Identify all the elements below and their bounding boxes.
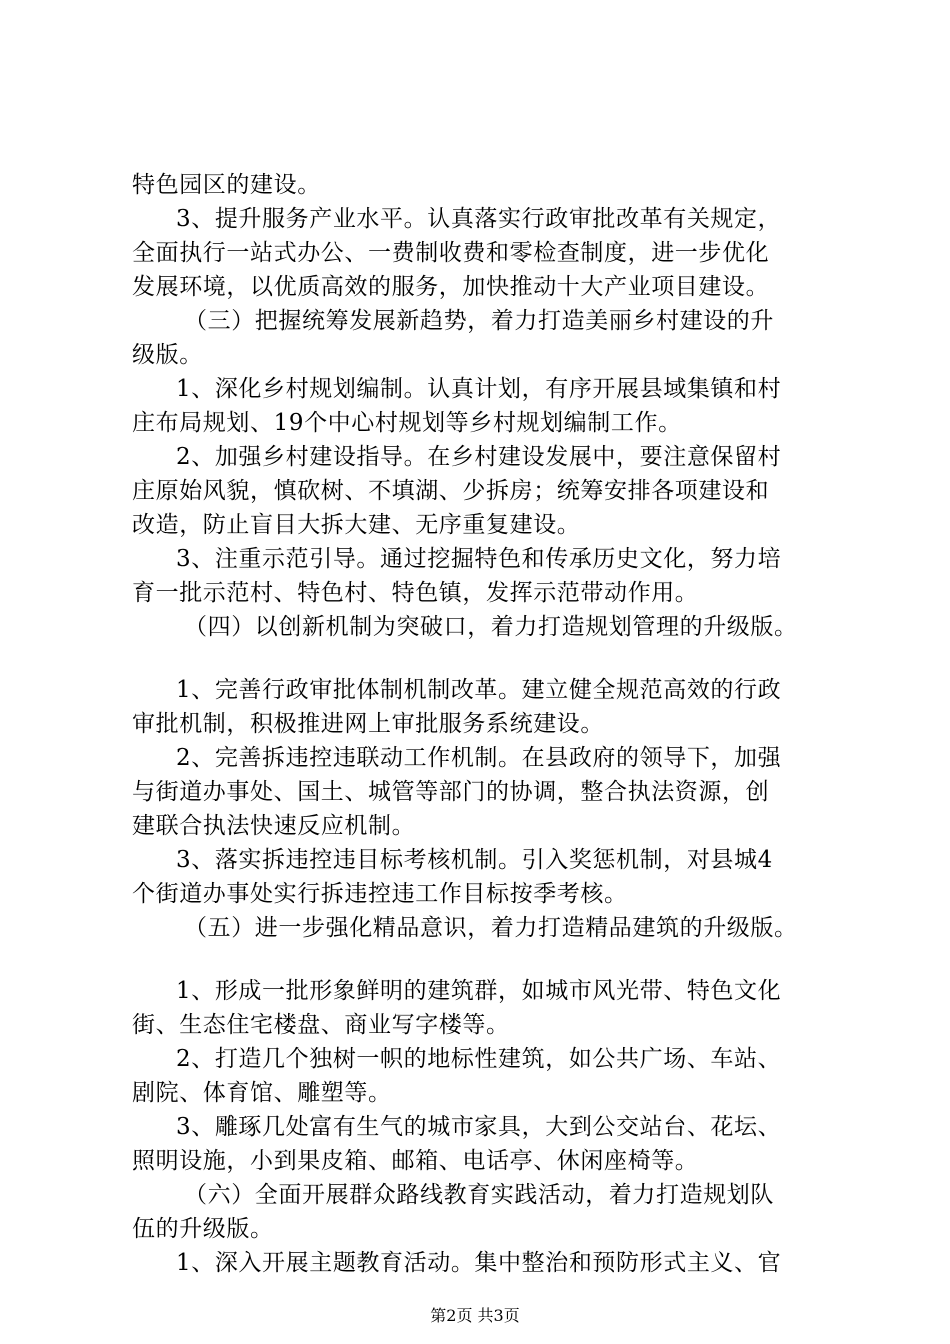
- text-line: 2、加强乡村建设指导。在乡村建设发展中，要注意保留村: [176, 444, 782, 470]
- text-line: 街、生态住宅楼盘、商业写字楼等。: [132, 1012, 510, 1038]
- text-line: 全面执行一站式办公、一费制收费和零检查制度，进一步优化: [132, 240, 770, 266]
- text-line: 发展环境，以优质高效的服务，加快推动十大产业项目建设。: [132, 274, 770, 300]
- text-line: 1、深入开展主题教育活动。集中整治和预防形式主义、官: [176, 1250, 782, 1276]
- text-line: 庄布局规划、19个中心村规划等乡村规划编制工作。: [132, 410, 682, 436]
- text-line: 3、雕琢几处富有生气的城市家具，大到公交站台、花坛、: [176, 1114, 782, 1140]
- text-line: 3、提升服务产业水平。认真落实行政审批改革有关规定，: [176, 206, 782, 232]
- section-heading: （六）全面开展群众路线教育实践活动，着力打造规划队: [184, 1182, 774, 1208]
- text-line: 特色园区的建设。: [132, 172, 321, 198]
- text-line: 个街道办事处实行拆违控违工作目标按季考核。: [132, 881, 628, 907]
- text-line: 照明设施，小到果皮箱、邮箱、电话亭、休闲座椅等。: [132, 1148, 699, 1174]
- section-heading: （三）把握统筹发展新趋势，着力打造美丽乡村建设的升: [184, 308, 774, 334]
- text-line: 2、打造几个独树一帜的地标性建筑，如公共广场、车站、: [176, 1046, 782, 1072]
- text-line: 与街道办事处、国土、城管等部门的协调，整合执法资源，创: [132, 779, 770, 805]
- text-line: 庄原始风貌，慎砍树、不填湖、少拆房；统筹安排各项建设和: [132, 478, 770, 504]
- text-line: 2、完善拆违控违联动工作机制。在县政府的领导下，加强: [176, 745, 782, 771]
- text-line: 1、完善行政审批体制机制改革。建立健全规范高效的行政: [176, 677, 782, 703]
- page-number-footer: 第2页 共3页: [430, 1306, 520, 1325]
- text-line: 建联合执法快速反应机制。: [132, 813, 416, 839]
- section-heading: （五）进一步强化精品意识，着力打造精品建筑的升级版。: [184, 915, 798, 941]
- text-line: 级版。: [132, 342, 203, 368]
- text-line: 1、深化乡村规划编制。认真计划，有序开展县域集镇和村: [176, 376, 782, 402]
- text-line: 改造，防止盲目大拆大建、无序重复建设。: [132, 512, 581, 538]
- section-heading: （四）以创新机制为突破口，着力打造规划管理的升级版。: [184, 614, 798, 640]
- text-line: 3、注重示范引导。通过挖掘特色和传承历史文化，努力培: [176, 546, 782, 572]
- text-line: 3、落实拆违控违目标考核机制。引入奖惩机制，对县城4: [176, 847, 773, 873]
- text-line: 剧院、体育馆、雕塑等。: [132, 1080, 392, 1106]
- text-line: 审批机制，积极推进网上审批服务系统建设。: [132, 711, 604, 737]
- text-line: 育一批示范村、特色村、特色镇，发挥示范带动作用。: [132, 580, 699, 606]
- text-line: 1、形成一批形象鲜明的建筑群，如城市风光带、特色文化: [176, 978, 782, 1004]
- text-line: 伍的升级版。: [132, 1216, 274, 1242]
